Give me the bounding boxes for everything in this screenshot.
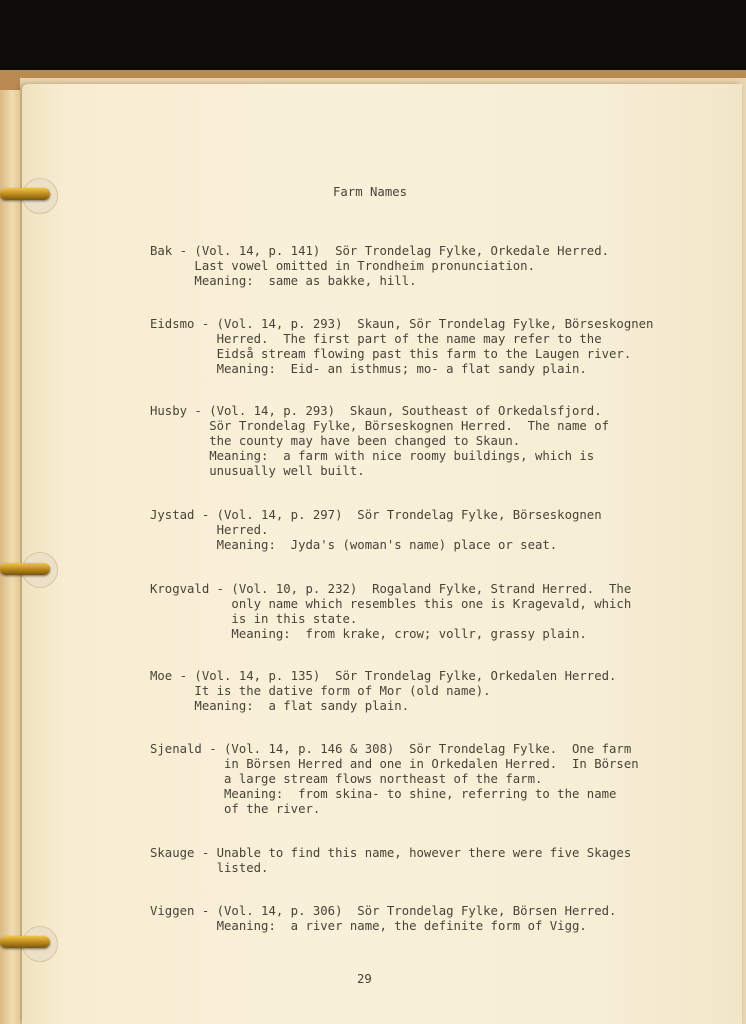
entry-line: Meaning: a farm with nice roomy buildings, which is [150,449,595,463]
entry-line: Sör Trondelag Fylke, Börseskognen Herred. The name of [150,419,610,433]
entry-line: listed. [150,861,269,875]
entry-line: only name which resembles this one is Kragevald, which [150,597,632,611]
entry-husby [150,404,609,479]
entry-viggen [150,904,616,934]
entry-line: Viggen - (Vol. 14, p. 306) Sör Trondelag Fylke, Börsen Herred. [150,904,617,918]
entry-line: Last vowel omitted in Trondheim pronunciation. [150,259,535,273]
entry-line: Meaning: same as bakke, hill. [150,274,417,288]
entry-line: It is the dative form of Mor (old name). [150,684,491,698]
entry-line: the county may have been changed to Skaun. [150,434,521,448]
entry-line: Herred. [150,523,269,537]
entry-sjenald [150,742,639,817]
entry-bak [150,244,609,289]
entry-skauge [150,846,631,876]
entry-line: Meaning: from krake, crow; vollr, grassy plain. [150,627,587,641]
entry-line: Husby - (Vol. 14, p. 293) Skaun, Southeast of Orkedalsfjord. [150,404,602,418]
entry-line: Herred. The first part of the name may refer to the [150,332,602,346]
entry-line: a large stream flows northeast of the farm. [150,772,543,786]
entry-line: Bak - (Vol. 14, p. 141) Sör Trondelag Fylke, Orkedale Herred. [150,244,610,258]
entry-line: Eidsmo - (Vol. 14, p. 293) Skaun, Sör Trondelag Fylke, Börseskognen [150,317,654,331]
entry-line: unusually well built. [150,464,365,478]
entry-line: Meaning: a flat sandy plain. [150,699,410,713]
entry-moe [150,669,616,714]
entry-line: Sjenald - (Vol. 14, p. 146 & 308) Sör Trondelag Fylke. One farm [150,742,632,756]
entry-line: is in this state. [150,612,358,626]
entry-line: Meaning: a river name, the definite form of Vigg. [150,919,587,933]
entry-line: of the river. [150,802,321,816]
page-number: 29 [357,972,372,986]
entry-line: Eidså stream flowing past this farm to the Laugen river. [150,347,632,361]
entry-krogvald [150,582,631,642]
page-title: Farm Names [333,185,408,199]
entry-jystad [150,508,602,553]
entry-line: Meaning: Jyda's (woman's name) place or seat. [150,538,558,552]
entry-line: in Börsen Herred and one in Orkedalen Herred. In Börsen [150,757,639,771]
entry-line: Meaning: from skina- to shine, referring to the name [150,787,617,801]
entry-line: Moe - (Vol. 14, p. 135) Sör Trondelag Fylke, Orkedalen Herred. [150,669,617,683]
entry-line: Meaning: Eid- an isthmus; mo- a flat sandy plain. [150,362,587,376]
entry-eidsmo [150,317,653,377]
entry-line: Krogvald - (Vol. 10, p. 232) Rogaland Fylke, Strand Herred. The [150,582,632,596]
entry-line: Skauge - Unable to find this name, however there were five Skages [150,846,632,860]
entry-line: Jystad - (Vol. 14, p. 297) Sör Trondelag Fylke, Börseskognen [150,508,602,522]
